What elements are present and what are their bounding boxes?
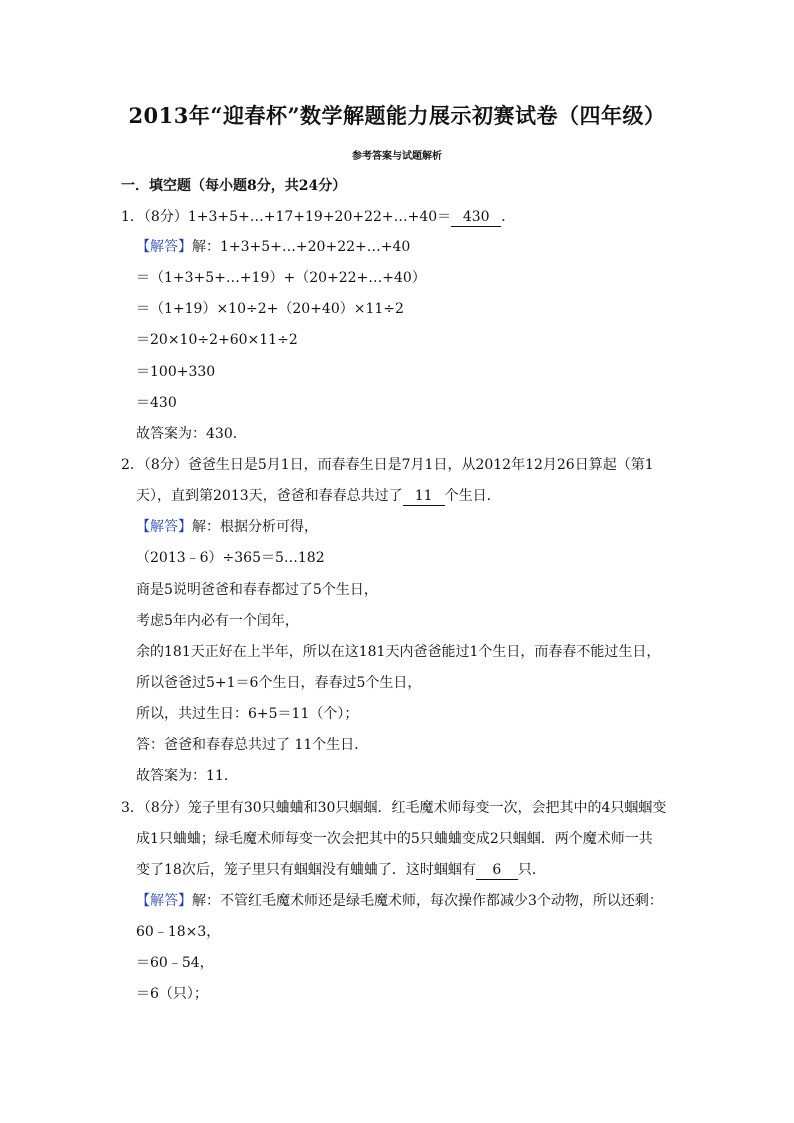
solution-2-line: 商是5说明爸爸和春春都过了5个生日， (136, 582, 378, 598)
solution-2-line: 答：爸爸和春春总共过了 11个生日． (136, 737, 369, 753)
solution-1-line: 故答案为：430． (136, 426, 247, 442)
solution-1-tag: 【解答】 (136, 239, 192, 255)
solution-2-line: 所以爸爸过5+1＝6个生日，春春过5个生日， (136, 675, 422, 691)
solution-1-line: ＝100+330 (136, 364, 216, 380)
solution-1-line: ＝20×10÷2+60×11÷2 (136, 332, 298, 348)
solution-1-line: ＝（1+3+5+…+19）+（20+22+…+40） (136, 270, 426, 286)
solution-2-line: 考虑5年内必有一个闰年， (136, 613, 299, 629)
solution-3-line: ＝60﹣54， (136, 955, 214, 971)
question-3-answer: 6 (476, 862, 518, 880)
solution-2-line: （2013﹣6）÷365＝5…182 (136, 550, 325, 566)
page-title: 2013年“迎春杯”数学解题能力展示初赛试卷（四年级） (128, 103, 666, 128)
solution-2-line: 故答案为：11． (136, 768, 238, 784)
question-1-answer: 430 (451, 209, 501, 227)
solution-2-line: 【解答】解：根据分析可得， (136, 519, 318, 535)
solution-3-line: 60﹣18×3， (136, 924, 221, 940)
question-3-line-3: 变了18次后，笼子里只有蝈蝈没有蛐蛐了．这时蝈蝈有 6 只． (136, 862, 546, 878)
question-1-text: 1．（8分）1+3+5+…+17+19+20+22+…+40＝ (121, 209, 452, 225)
question-2-line-2: 天），直到第2013天，爸爸和春春总共过了 11 个生日． (136, 488, 501, 504)
solution-3-line: ＝6（只）； (136, 986, 208, 1002)
solution-2-line: 余的181天正好在上半年，所以在这181天内爸爸能过1个生日，而春春不能过生日， (136, 644, 661, 660)
question-1 (121, 207, 515, 227)
solution-3-tag: 【解答】 (136, 893, 192, 909)
solution-1-line: 【解答】解：1+3+5+…+20+22+…+40 (136, 239, 411, 255)
question-3-line-2: 成1只蛐蛐；绿毛魔术师每变一次会把其中的5只蛐蛐变成2只蝈蝈．两个魔术师一共 (136, 831, 653, 847)
solution-3-line: 【解答】解：不管红毛魔术师还是绿毛魔术师，每次操作都减少3个动物，所以还剩： (136, 893, 663, 909)
question-3: 3．（8分）笼子里有30只蛐蛐和30只蝈蝈．红毛魔术师每变一次，会把其中的4只蝈蝈变 (121, 800, 667, 816)
page-subtitle: 参考答案与试题解析 (352, 151, 442, 162)
solution-1-line: ＝（1+19）×10÷2+（20+40）×11÷2 (136, 301, 404, 317)
section-heading: 一．填空题（每小题8分，共24分） (121, 178, 347, 194)
solution-1-line: ＝430 (136, 395, 177, 411)
solution-2-tag: 【解答】 (136, 519, 192, 535)
solution-2-line: 所以，共过生日：6+5＝11（个）； (136, 706, 359, 722)
question-2: 2．（8分）爸爸生日是5月1日，而春春生日是7月1日，从2012年12月26日算起（第1 (121, 457, 654, 473)
question-2-answer: 11 (403, 488, 445, 506)
question-1-suffix: ． (501, 209, 516, 225)
